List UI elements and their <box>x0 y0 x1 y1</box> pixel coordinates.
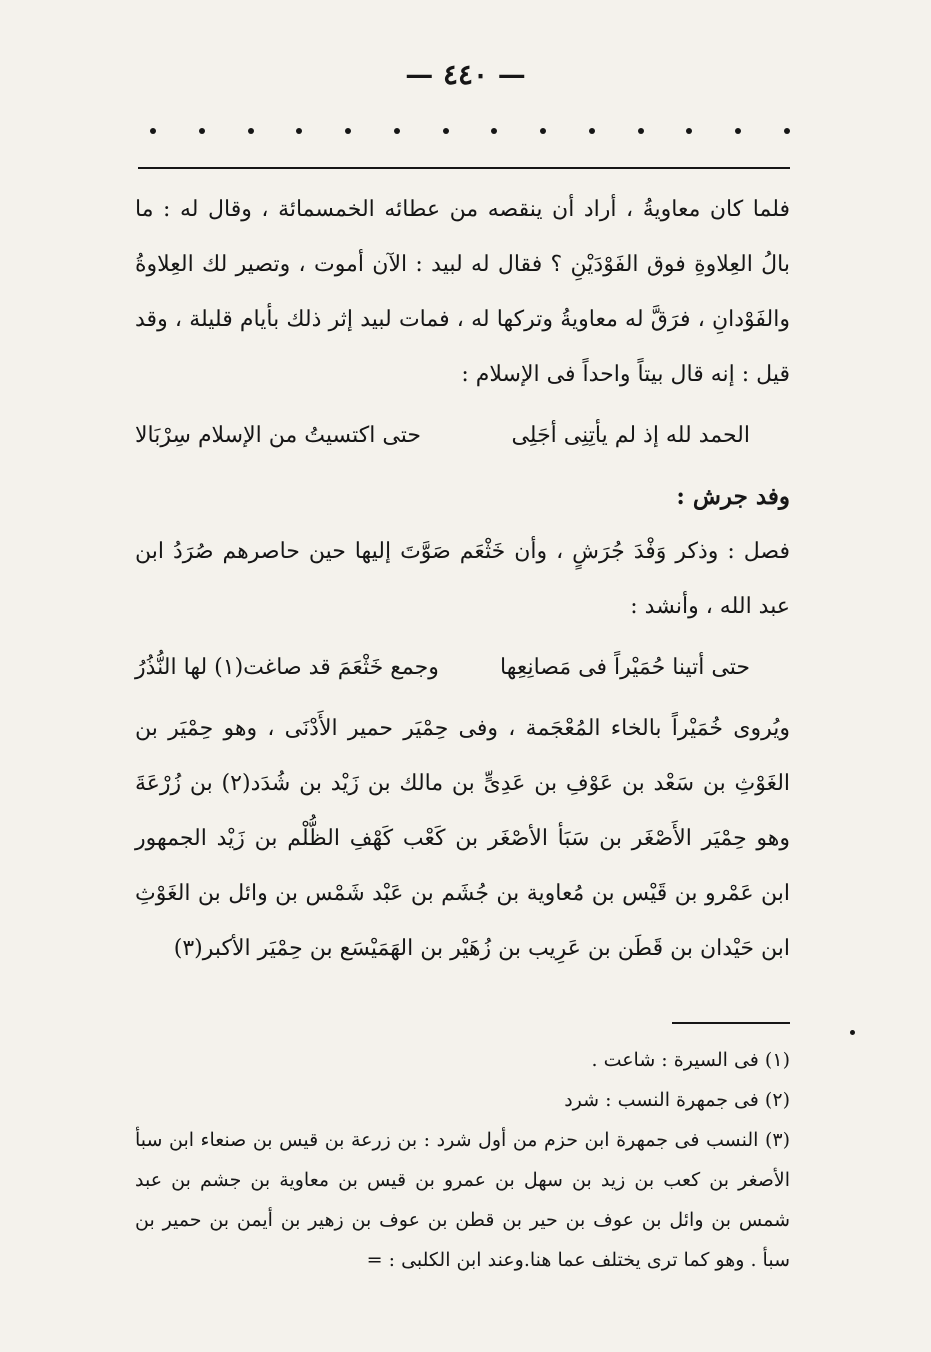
section-heading: وفد جرش : <box>676 483 790 510</box>
footnote-2: (٢) فى جمهرة النسب : شرد <box>564 1089 790 1111</box>
footnote-3: (٣) النسب فى جمهرة ابن حزم من أول شرد : بن زرعة بن قيس بن صنعاء ابن سبأ الأصغر بن كعب بن زيد بن سهل بن عمرو بن قيس بن معاوية بن جشم بن عبد شمس بن وائل بن عوف بن حير بن قطن بن عوف بن زهير بن أيمن بن حمير بن سبأ . وهو كما ترى يختلف عما هنا.وعند ابن الكلبى : = <box>135 1129 790 1271</box>
verse-jurash <box>135 640 790 695</box>
page-number: — ٤٤٠ — <box>405 58 526 91</box>
paragraph-labid: فلما كان معاويةُ ، أراد أن ينقصه من عطائه الخمسمائة ، وقال له : ما بالُ العِلاوةِ فوق الفَوْدَيْنِ ؟ فقال له لبيد : الآن أموت ، وتصير لك العِلاوةُ والفَوْدانِ ، فرَقَّ له معاويةُ وتركها له ، فمات لبيد إثر ذلك بأيام قليلة ، وقد قيل : إنه قال بيتاً واحداً فى الإسلام : <box>135 197 790 387</box>
footnotes <box>135 1040 790 1280</box>
verse-hemistich-second: وجمع خَثْعَمَ قد صاغت(١) لها النُّذُرُ <box>135 655 439 680</box>
main-text <box>135 182 790 976</box>
footnote-rule <box>672 1022 790 1024</box>
paragraph-genealogy: ويُروى خُمَيْراً بالخاء المُعْجَمة ، وفى حِمْيَر حمير الأَدْنَى ، وهو حِمْيَر بن الغَوْثِ بن سَعْد بن عَوْفِ بن عَدِىٍّ بن مالك بن زَيْد بن شُدَد(٢) بن زُرْعَةَ وهو حِمْيَر الأَصْغَر بن سَبَأ الأصْغَر بن كَعْب كَهْفِ الظُّلْم بن زَيْد الجمهور ابن عَمْرو بن قَيْس بن مُعاوية بن جُشَم بن عَبْد شَمْس بن وائل بن الغَوْثِ ابن حَيْدان بن قَطَن بن عَرِيب بن زُهَيْر بن الهَمَيْسَع بن حِمْيَر الأكبر(٣) <box>135 716 791 961</box>
header-rule <box>138 167 790 169</box>
verse-hemistich-first: الحمد لله إذ لم يأتِنِى أجَلِى <box>511 423 750 448</box>
dotted-divider <box>150 128 790 134</box>
verse-hemistich-second: حتى اكتسيتُ من الإسلام سِرْبَالا <box>135 423 421 448</box>
paragraph-jurash: فصل : وذكر وَفْدَ جُرَشٍ ، وأن خَثْعَم صَوَّتَ إليها حين حاصرهم صُرَدُ ابن عبد الله ، وأنشد : <box>135 539 790 619</box>
verse-labid <box>135 408 790 463</box>
footnote-1: (١) فى السيرة : شاعت . <box>591 1049 790 1071</box>
verse-hemistich-first: حتى أتينا حُمَيْراً فى مَصانِعِها <box>500 655 750 680</box>
scan-speck <box>850 1030 855 1035</box>
